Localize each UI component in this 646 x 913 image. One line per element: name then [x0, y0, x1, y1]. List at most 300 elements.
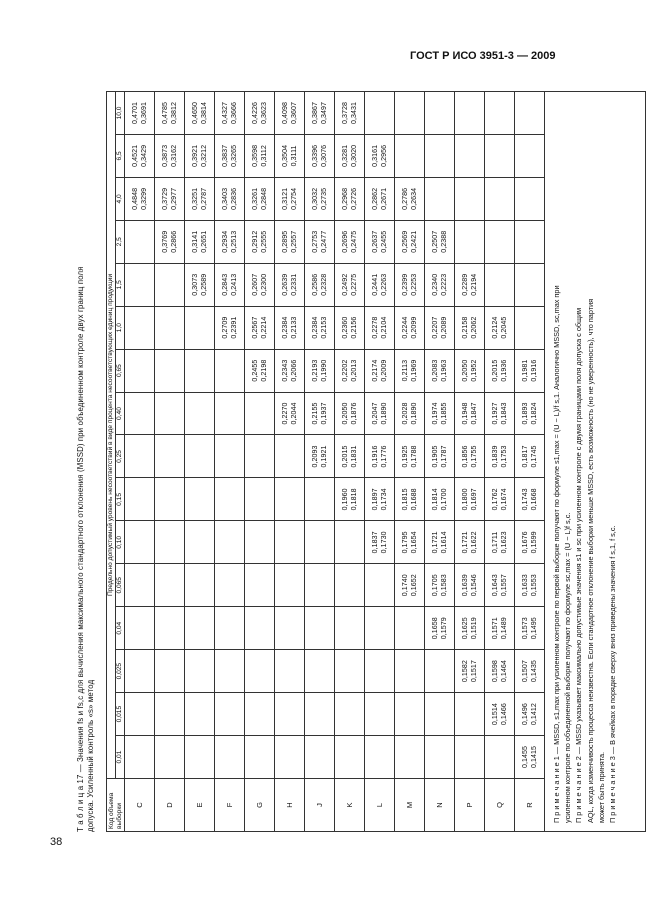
value-line: 0,2586 [310, 273, 319, 296]
value-cell [275, 306, 305, 349]
value-cell [395, 134, 425, 177]
table-row [275, 92, 305, 832]
value-cell [305, 736, 335, 779]
value-cell [515, 263, 545, 306]
value-cell [245, 392, 275, 435]
value-cell [305, 349, 335, 392]
value-cell [275, 392, 305, 435]
value-cell [365, 134, 395, 177]
value-cell [425, 736, 455, 779]
value-line: 0,1625 [460, 617, 469, 640]
value-line: 0,1643 [490, 574, 499, 597]
table-row [245, 92, 275, 832]
value-cell [125, 306, 155, 349]
value-cell [335, 736, 365, 779]
value-cell [245, 177, 275, 220]
value-line: 0,2155 [310, 402, 319, 425]
value-line: 0,2895 [280, 230, 289, 253]
value-line: 0,1557 [499, 574, 508, 597]
value-cell [155, 521, 185, 564]
value-line: 0,1633 [520, 574, 529, 597]
value-line: 0,2013 [349, 359, 358, 382]
value-cell [335, 478, 365, 521]
value-line: 0,2589 [199, 273, 208, 296]
value-cell [185, 220, 215, 263]
value-line: 0,1734 [379, 488, 388, 511]
value-line: 0,2133 [289, 316, 298, 339]
value-line: 0,1573 [520, 617, 529, 640]
value-cell [365, 392, 395, 435]
value-line: 0,1843 [499, 402, 508, 425]
value-line: 0,2754 [289, 187, 298, 210]
value-line: 0,3729 [160, 187, 169, 210]
value-cell [455, 435, 485, 478]
value-line: 0,2223 [439, 273, 448, 296]
value-cell [185, 607, 215, 650]
value-line: 0,2174 [370, 359, 379, 382]
value-line: 0,1553 [529, 574, 538, 597]
value-line: 0,2062 [469, 316, 478, 339]
value-line: 0,2934 [220, 230, 229, 253]
value-line: 0,1855 [439, 402, 448, 425]
value-cell [155, 177, 185, 220]
value-line: 0,1517 [469, 660, 478, 683]
value-cell [215, 263, 245, 306]
value-line: 0,3921 [190, 144, 199, 167]
value-cell [185, 92, 215, 135]
value-cell [455, 134, 485, 177]
group-header: Предельно допустимый уровень несоответствий в виде процента несоответствующих единиц продукции [107, 92, 116, 779]
value-line: 0,1654 [409, 531, 418, 554]
value-cell [365, 92, 395, 135]
value-cell [395, 177, 425, 220]
value-line: 0,2289 [460, 273, 469, 296]
value-line: 0,1622 [469, 531, 478, 554]
value-cell [275, 693, 305, 736]
value-cell [365, 693, 395, 736]
value-line: 0,2475 [349, 230, 358, 253]
value-line: 0,2050 [340, 402, 349, 425]
value-line: 0,1464 [499, 660, 508, 683]
value-line: 0,1466 [499, 703, 508, 726]
value-line: 0,1676 [520, 531, 529, 554]
value-cell [155, 349, 185, 392]
value-line: 0,2253 [409, 273, 418, 296]
value-line: 0,3112 [259, 145, 268, 167]
value-cell [185, 564, 215, 607]
value-cell [365, 306, 395, 349]
value-line: 0,1776 [379, 445, 388, 468]
aql-header-cell: 0,65 [116, 349, 125, 392]
value-cell [515, 306, 545, 349]
value-line: 0,1579 [439, 617, 448, 640]
value-line: 0,1582 [460, 660, 469, 683]
caption-line-2: допуска. Усиленный контроль «s» метод [86, 679, 95, 832]
value-cell [395, 607, 425, 650]
value-cell [125, 349, 155, 392]
value-cell [395, 263, 425, 306]
value-line: 0,2300 [259, 273, 268, 296]
value-line: 0,1927 [490, 402, 499, 425]
value-line: 0,1455 [520, 746, 529, 769]
value-cell [305, 263, 335, 306]
value-line: 0,2513 [229, 230, 238, 253]
value-line: 0,3161 [370, 144, 379, 167]
aql-header-cell: 4,0 [116, 177, 125, 220]
value-cell [185, 349, 215, 392]
value-cell [155, 306, 185, 349]
value-cell [455, 736, 485, 779]
caption-line-1: Т а б л и ц а 17 — Значения fs и fs,c для вычисления максимального стандартного отклонения (MSSD) при объединенном контроле двух границ поля [76, 266, 85, 832]
value-line: 0,1721 [430, 531, 439, 554]
aql-header-cell: 0,025 [116, 650, 125, 693]
value-cell [335, 92, 365, 135]
value-line: 0,2028 [400, 402, 409, 425]
value-line: 0,1514 [490, 703, 499, 726]
value-cell [275, 435, 305, 478]
value-line: 0,3299 [139, 187, 148, 210]
value-cell [215, 693, 245, 736]
value-cell [455, 177, 485, 220]
value-line: 0,2047 [370, 402, 379, 425]
value-cell [245, 693, 275, 736]
value-cell [485, 306, 515, 349]
value-line: 0,3504 [280, 144, 289, 167]
value-cell [455, 306, 485, 349]
value-cell [275, 349, 305, 392]
value-line: 0,2156 [349, 316, 358, 339]
value-cell [485, 177, 515, 220]
value-cell [425, 392, 455, 435]
value-cell [485, 478, 515, 521]
value-line: 0,2956 [379, 144, 388, 167]
value-cell [515, 220, 545, 263]
value-line: 0,1658 [430, 617, 439, 640]
value-cell [485, 693, 515, 736]
value-cell [275, 92, 305, 135]
value-cell [185, 392, 215, 435]
value-cell [365, 607, 395, 650]
value-line: 0,2912 [250, 230, 259, 253]
value-cell [395, 220, 425, 263]
value-line: 0,4327 [220, 101, 229, 124]
value-line: 0,2104 [379, 316, 388, 339]
value-cell [305, 306, 335, 349]
value-line: 0,2158 [460, 316, 469, 339]
value-cell [215, 650, 245, 693]
value-cell [185, 263, 215, 306]
value-cell [515, 349, 545, 392]
value-cell [155, 263, 185, 306]
value-line: 0,3396 [310, 144, 319, 167]
value-cell [245, 306, 275, 349]
value-cell [305, 92, 335, 135]
value-cell [455, 521, 485, 564]
value-line: 0,3598 [250, 144, 259, 167]
value-cell [245, 650, 275, 693]
value-line: 0,3497 [319, 101, 328, 124]
value-line: 0,1753 [499, 445, 508, 468]
value-cell [275, 521, 305, 564]
aql-header-cell: 6,5 [116, 134, 125, 177]
value-line: 0,2399 [400, 273, 409, 296]
value-cell [275, 478, 305, 521]
value-line: 0,4098 [280, 101, 289, 124]
value-cell [185, 435, 215, 478]
table-row [125, 92, 155, 832]
value-cell [185, 478, 215, 521]
value-cell [305, 650, 335, 693]
sample-size-code: H [275, 779, 305, 832]
value-cell [335, 263, 365, 306]
value-cell [335, 177, 365, 220]
value-cell [125, 177, 155, 220]
value-line: 0,2202 [340, 359, 349, 382]
value-line: 0,4848 [130, 187, 139, 210]
value-line: 0,1721 [460, 531, 469, 554]
value-cell [185, 306, 215, 349]
value-cell [125, 650, 155, 693]
value-cell [125, 92, 155, 135]
value-line: 0,3429 [139, 144, 148, 167]
value-cell [395, 392, 425, 435]
value-cell [515, 736, 545, 779]
value-line: 0,1936 [499, 359, 508, 382]
table-row [215, 92, 245, 832]
value-cell [125, 134, 155, 177]
value-line: 0,2388 [439, 230, 448, 253]
value-line: 0,2124 [490, 316, 499, 339]
value-cell [305, 564, 335, 607]
value-cell [215, 736, 245, 779]
rotated-table-block [76, 91, 618, 832]
value-line: 0,2328 [319, 273, 328, 296]
value-line: 0,2009 [379, 359, 388, 382]
value-cell [485, 92, 515, 135]
value-cell [215, 177, 245, 220]
value-line: 0,2492 [340, 273, 349, 296]
table-row [455, 92, 485, 832]
value-cell [455, 478, 485, 521]
value-line: 0,2275 [349, 273, 358, 296]
value-cell [455, 564, 485, 607]
value-cell [245, 92, 275, 135]
value-line: 0,2866 [169, 230, 178, 253]
table-row [155, 92, 185, 832]
value-cell [335, 349, 365, 392]
value-cell [485, 521, 515, 564]
value-cell [455, 349, 485, 392]
value-line: 0,4650 [190, 101, 199, 124]
value-line: 0,1897 [370, 488, 379, 511]
code-header: Код объема выборки [107, 779, 125, 832]
value-cell [155, 564, 185, 607]
value-cell [395, 693, 425, 736]
value-cell [365, 478, 395, 521]
value-line: 0,2153 [319, 316, 328, 339]
value-cell [305, 392, 335, 435]
value-line: 0,1599 [529, 531, 538, 554]
sample-size-code: D [155, 779, 185, 832]
notes-cell [545, 92, 646, 832]
value-line: 0,3281 [340, 144, 349, 167]
value-cell [515, 92, 545, 135]
value-cell [335, 435, 365, 478]
table-row [425, 92, 455, 832]
value-cell [335, 134, 365, 177]
value-line: 0,2786 [400, 187, 409, 210]
value-cell [425, 263, 455, 306]
value-line: 0,2244 [400, 316, 409, 339]
value-line: 0,1847 [469, 402, 478, 425]
table-body [125, 92, 545, 832]
value-cell [125, 435, 155, 478]
table-row [515, 92, 545, 832]
note-2-line-2: AQL, когда изменчивость процесса неизвестна. Если стандартное отклонение выборки меньше MSSD, есть возможность (но не уверенность), что партия [585, 298, 595, 823]
value-cell [365, 349, 395, 392]
aql-header-cell: 1,0 [116, 306, 125, 349]
value-cell [395, 478, 425, 521]
value-line: 0,1755 [469, 445, 478, 468]
sample-size-code: R [515, 779, 545, 832]
value-line: 0,3141 [190, 230, 199, 253]
value-cell [515, 693, 545, 736]
value-line: 0,4226 [250, 101, 259, 124]
value-line: 0,2340 [430, 273, 439, 296]
value-line: 0,4521 [130, 144, 139, 167]
note-2-line-1: П р и м е ч а н и е 2 — MSSD указывает максимально допустимые значения s1 и sc при усиленном контроле с двумя границами поля допуска с общим [574, 307, 584, 823]
value-cell [515, 177, 545, 220]
value-cell [275, 736, 305, 779]
value-cell [275, 177, 305, 220]
value-cell [335, 220, 365, 263]
value-line: 0,3073 [190, 273, 199, 296]
value-line: 0,2569 [400, 230, 409, 253]
sample-size-code: K [335, 779, 365, 832]
value-cell [365, 220, 395, 263]
value-line: 0,2066 [289, 359, 298, 382]
value-cell [215, 392, 245, 435]
value-line: 0,1990 [319, 359, 328, 382]
data-table [106, 91, 646, 832]
value-cell [395, 92, 425, 135]
value-cell [395, 564, 425, 607]
value-cell [245, 263, 275, 306]
value-cell [425, 306, 455, 349]
value-cell [515, 607, 545, 650]
aql-header-cell: 2,5 [116, 220, 125, 263]
value-line: 0,1674 [499, 488, 508, 511]
value-cell [155, 220, 185, 263]
aql-header-cell: 0,25 [116, 435, 125, 478]
value-line: 0,1890 [409, 402, 418, 425]
value-line: 0,3162 [169, 144, 178, 167]
value-line: 0,1839 [490, 445, 499, 468]
value-cell [515, 650, 545, 693]
value-cell [455, 607, 485, 650]
value-cell [305, 693, 335, 736]
value-line: 0,1598 [490, 660, 499, 683]
value-line: 0,1831 [349, 445, 358, 468]
value-line: 0,2263 [379, 273, 388, 296]
value-cell [305, 521, 335, 564]
value-line: 0,3032 [310, 187, 319, 210]
value-line: 0,2015 [490, 359, 499, 382]
value-cell [485, 564, 515, 607]
value-cell [155, 650, 185, 693]
value-line: 0,2044 [289, 402, 298, 425]
value-line: 0,3020 [349, 144, 358, 167]
value-cell [305, 220, 335, 263]
page-number: 38 [50, 836, 63, 848]
value-line: 0,1435 [529, 660, 538, 683]
value-cell [125, 607, 155, 650]
value-line: 0,2555 [259, 230, 268, 253]
value-line: 0,2977 [169, 187, 178, 210]
value-line: 0,1745 [529, 445, 538, 468]
value-cell [185, 177, 215, 220]
value-line: 0,3623 [259, 101, 268, 124]
value-line: 0,2384 [310, 316, 319, 339]
value-cell [245, 478, 275, 521]
table-row [335, 92, 365, 832]
value-line: 0,3265 [229, 144, 238, 167]
value-line: 0,2843 [220, 273, 229, 296]
value-cell [245, 134, 275, 177]
value-cell [365, 736, 395, 779]
value-line: 0,3691 [139, 101, 148, 124]
value-line: 0,3261 [250, 187, 259, 210]
value-cell [425, 92, 455, 135]
sample-size-code: L [365, 779, 395, 832]
value-cell [275, 263, 305, 306]
value-cell [215, 306, 245, 349]
value-line: 0,3666 [229, 101, 238, 124]
value-cell [125, 736, 155, 779]
value-cell [515, 392, 545, 435]
value-line: 0,1837 [370, 531, 379, 554]
value-line: 0,1824 [529, 402, 538, 425]
sample-size-code: G [245, 779, 275, 832]
value-cell [335, 564, 365, 607]
value-cell [305, 177, 335, 220]
value-cell [515, 521, 545, 564]
value-line: 0,1969 [409, 359, 418, 382]
value-cell [155, 92, 185, 135]
value-cell [335, 693, 365, 736]
value-line: 0,2113 [400, 359, 409, 382]
value-line: 0,2045 [499, 316, 508, 339]
table-row [485, 92, 515, 832]
value-line: 0,2193 [310, 359, 319, 382]
value-cell [125, 693, 155, 736]
value-line: 0,3873 [160, 144, 169, 167]
value-cell [275, 607, 305, 650]
value-cell [485, 349, 515, 392]
value-line: 0,1546 [469, 574, 478, 597]
value-line: 0,3431 [349, 101, 358, 124]
value-cell [365, 263, 395, 306]
value-cell [365, 435, 395, 478]
value-line: 0,1496 [520, 703, 529, 726]
value-line: 0,2557 [289, 230, 298, 253]
table-row [395, 92, 425, 832]
value-cell [515, 134, 545, 177]
aql-header-cell: 10,0 [116, 92, 125, 135]
value-line: 0,1668 [529, 488, 538, 511]
value-line: 0,1817 [520, 445, 529, 468]
value-cell [455, 220, 485, 263]
